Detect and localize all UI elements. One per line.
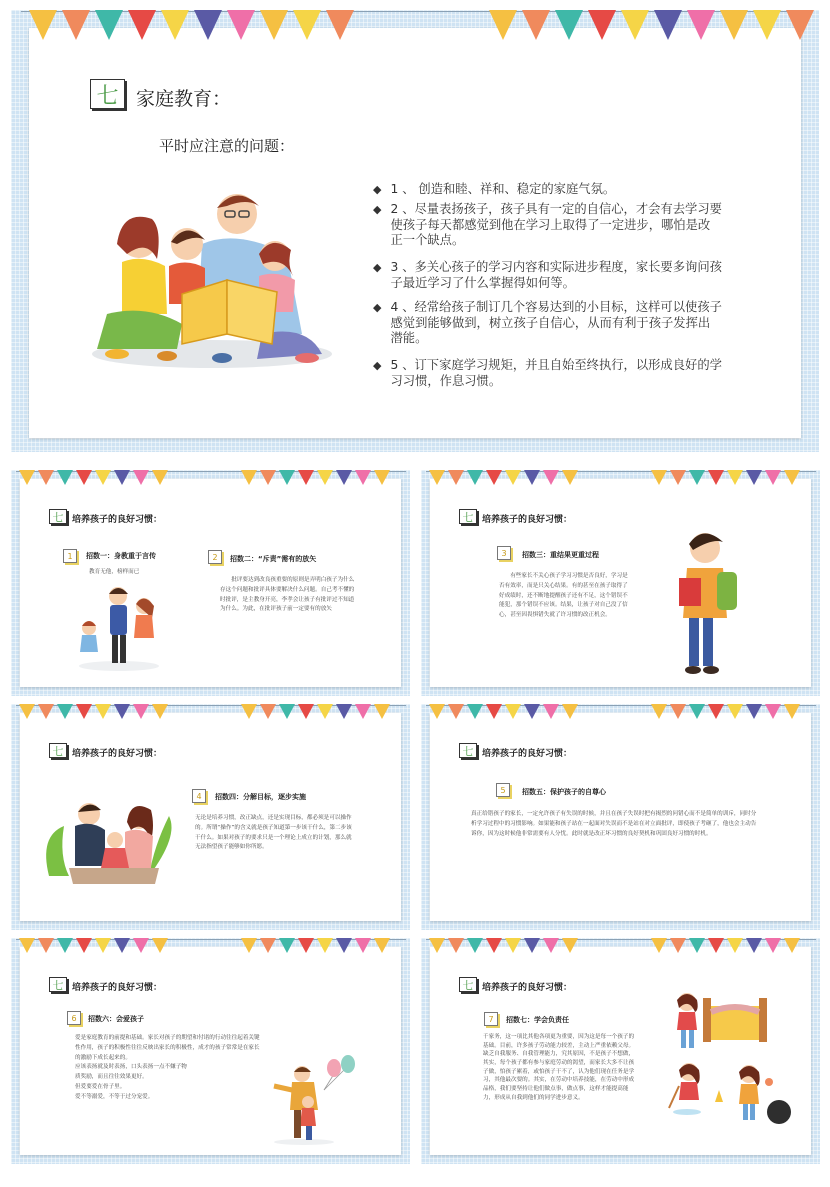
chapter-char: 七 — [462, 510, 474, 524]
bunting-right — [241, 938, 393, 953]
bunting-flag — [161, 10, 189, 40]
bunting-flag — [336, 470, 352, 485]
step-text: 有些家长不关心孩子学习习惯是否良好，学习是否有效率，而是只关心结果。有的甚至在孩子取得了好成绩时，还不断地提醒孩子还有不足，这个错误不能犯，那个错误不应该。结果，让孩子对自己没了信心，甚至因畏惧错失就了许习惯的改正机会。 — [499, 573, 628, 619]
bunting-flag — [489, 10, 517, 40]
parent-child-balloons-illustration — [264, 1056, 359, 1146]
bunting-flag — [727, 938, 743, 953]
diamond-bullet-icon: ◆ — [373, 261, 382, 274]
bunting-flag — [746, 938, 762, 953]
chapter-number-badge — [49, 743, 67, 758]
bunting-flag — [588, 10, 616, 40]
bunting-flag — [260, 938, 276, 953]
bunting-flag — [374, 470, 390, 485]
bunting-flag — [486, 470, 502, 485]
bunting-flag — [687, 10, 715, 40]
bunting-flag — [448, 704, 464, 719]
bunting-flag — [241, 938, 257, 953]
bunting-flag — [57, 704, 73, 719]
tip-text: 4 、经常给孩子制订几个容易达到的小目标，这样可以使孩子感觉到能够做到，树立孩子自信心，从而有利于孩子发挥出潜能。 — [390, 300, 722, 346]
chapter-number-badge — [90, 79, 125, 109]
bunting-flag — [374, 938, 390, 953]
slide-habit-7 — [421, 938, 820, 1164]
family-illustration — [74, 582, 164, 672]
bunting-flag — [317, 470, 333, 485]
bunting-flag — [651, 938, 667, 953]
bunting-flag — [670, 938, 686, 953]
bunting-flag — [689, 938, 705, 953]
bunting-flag — [133, 938, 149, 953]
diamond-bullet-icon: ◆ — [373, 203, 382, 216]
bunting-flag — [720, 10, 748, 40]
bunting-flag — [298, 704, 314, 719]
bunting-flag — [621, 10, 649, 40]
diamond-bullet-icon: ◆ — [373, 359, 382, 372]
chapter-char: 七 — [96, 83, 119, 109]
bunting-flag — [448, 938, 464, 953]
bunting-left — [429, 470, 581, 485]
step-number: 5 — [500, 785, 506, 795]
bunting-flag — [38, 938, 54, 953]
text-line: 应该表扬就及时表扬，口头表扬一点不嫌子物 — [75, 1064, 187, 1071]
tip-text: 1 、 创造和睦、祥和、稳定的家庭气氛。 — [390, 182, 616, 196]
bunting-flag — [467, 938, 483, 953]
bunting-flag — [689, 704, 705, 719]
bunting-flag — [279, 938, 295, 953]
student-illustration — [673, 528, 743, 678]
bunting-flag — [57, 938, 73, 953]
chapter-number-badge — [49, 977, 67, 992]
bunting-flag — [317, 704, 333, 719]
bunting-flag — [753, 10, 781, 40]
bunting-flag — [62, 10, 90, 40]
tip-text: 3 、多关心孩子的学习内容和实际进步程度，家长要多询问孩子最近学习了什么掌握得如何等。 — [390, 260, 722, 290]
page-title: 家庭教育： — [136, 88, 232, 110]
bunting-flag — [133, 470, 149, 485]
bunting-right — [489, 10, 819, 40]
bunting-flag — [336, 938, 352, 953]
bunting-flag — [786, 10, 814, 40]
step-text: 无论是培养习惯，改正缺点，还是实现目标，都必须是可以操作的。所谓“操作”的含义就是孩子知道第一步该干什么，第二步该干什么。如果对孩子的要求只是一个理论上成立的计划，那么就无法指望孩子能够如你所愿。 — [195, 815, 352, 851]
bunting-flag — [524, 704, 540, 719]
text-line: 爱是家庭教育的前提和基础。家长对孩子的期望和付诸的行动往往起着关键 — [75, 1035, 260, 1041]
bunting-flag — [152, 470, 168, 485]
bunting-flag — [784, 470, 800, 485]
slide-habit-3 — [421, 470, 820, 696]
bunting-flag — [152, 704, 168, 719]
bunting-flag — [38, 470, 54, 485]
tip-item — [373, 260, 725, 291]
chapter-number-badge — [459, 509, 477, 524]
step-label: 招数六：会爱孩子 — [88, 1015, 144, 1023]
kids-chores-illustration — [649, 990, 799, 1135]
bunting-flag — [670, 470, 686, 485]
bunting-flag — [260, 704, 276, 719]
tip-item — [373, 202, 725, 249]
bunting-flag — [524, 470, 540, 485]
bunting-flag — [562, 470, 578, 485]
step-text: 真正给错孩子的家长，一定允许孩子有失误的时候，并且在孩子失误时把有揭烈的问错心而不是简单的训斥，同时分析学习过程中的习惯影响。如果能和孩子站在一起面对失误而不是站在对立面批评，即使孩子考砸了，他也会主动告诉你，因为这时候他非常需要有人分忧。此时就是改正坏习惯的良好契机和巩固良好习惯的时机。 — [471, 811, 757, 837]
bunting-flag — [708, 938, 724, 953]
bunting-flag — [448, 470, 464, 485]
step-text: 批评要达到改良孩重要的原则是弄明白孩子为什么存这个问题和批评具体要解决什么问题。自己考不懂的时批评，是主教身开亮，李孝会让孩子有批评过不知道为什么。为此，在批评孩子前一定要有的放矢 — [220, 577, 355, 613]
bunting-flag — [194, 10, 222, 40]
tip-item — [373, 300, 725, 347]
step-label: 招数七：学会负责任 — [506, 1016, 569, 1024]
bunting-flag — [467, 704, 483, 719]
bunting-right — [651, 470, 803, 485]
bunting-flag — [765, 938, 781, 953]
bunting-flag — [689, 470, 705, 485]
bunting-flag — [670, 704, 686, 719]
bunting-flag — [95, 938, 111, 953]
slide-habit-6 — [11, 938, 410, 1164]
bunting-flag — [429, 938, 445, 953]
bunting-flag — [29, 10, 57, 40]
bunting-flag — [95, 470, 111, 485]
bunting-flag — [651, 704, 667, 719]
tip-text: 5 、订下家庭学习规矩，并且自始至终执行，以形成良好的学习习惯，作息习惯。 — [390, 358, 722, 388]
tip-text: 2 、尽量表扬孩子，孩子具有一定的自信心，才会有去学习要使孩子每天都感觉到他在学习上取得了一定进步，哪怕是改正一个缺点。 — [390, 202, 722, 248]
bunting-flag — [95, 10, 123, 40]
bunting-flag — [227, 10, 255, 40]
text-line: 性作用，孩子的积极性往往反映出家长的积极性，成才的孩子常常是在家长 — [75, 1044, 260, 1051]
bunting-left — [429, 704, 581, 719]
bunting-flag — [429, 470, 445, 485]
slide-habit-4 — [11, 704, 410, 930]
section-title: 培养孩子的良好习惯： — [72, 515, 163, 525]
text-line: 的激励下成长起来的。 — [75, 1054, 131, 1061]
bunting-flag — [114, 938, 130, 953]
step-label: 招数二：“斥责”需有的放矢 — [230, 555, 317, 563]
bunting-right — [241, 470, 393, 485]
chapter-char: 七 — [52, 978, 64, 992]
step-number: 7 — [488, 1014, 494, 1024]
chapter-char: 七 — [462, 744, 474, 758]
bunting-flag — [543, 938, 559, 953]
chapter-number-badge — [49, 509, 67, 524]
bunting-flag — [38, 704, 54, 719]
section-title: 培养孩子的良好习惯： — [482, 515, 573, 525]
bunting-flag — [114, 470, 130, 485]
bunting-left — [29, 10, 359, 40]
step-number: 1 — [67, 551, 73, 561]
bunting-flag — [241, 470, 257, 485]
bunting-flag — [708, 704, 724, 719]
bunting-flag — [727, 470, 743, 485]
bunting-flag — [326, 10, 354, 40]
bunting-flag — [486, 938, 502, 953]
bunting-flag — [260, 10, 288, 40]
bunting-right — [651, 704, 803, 719]
bunting-flag — [486, 704, 502, 719]
bunting-flag — [128, 10, 156, 40]
diamond-bullet-icon: ◆ — [373, 301, 382, 314]
tip-item — [373, 358, 725, 389]
bunting-flag — [76, 704, 92, 719]
step-number-badge — [67, 1011, 81, 1025]
bunting-flag — [133, 704, 149, 719]
step-number-badge — [497, 546, 511, 560]
bunting-flag — [505, 470, 521, 485]
chapter-number-badge — [459, 743, 477, 758]
bunting-flag — [95, 704, 111, 719]
bunting-left — [19, 704, 171, 719]
bunting-left — [19, 470, 171, 485]
bunting-flag — [505, 938, 521, 953]
bunting-flag — [784, 938, 800, 953]
bunting-flag — [76, 470, 92, 485]
bunting-flag — [727, 704, 743, 719]
bunting-flag — [746, 704, 762, 719]
chapter-char: 七 — [462, 978, 474, 992]
step-label: 招数一：身教重于言传 — [86, 552, 156, 560]
text-line: 爱不等溺爱，不等于过分宠爱。 — [75, 1093, 154, 1100]
bunting-flag — [19, 470, 35, 485]
step-label: 招数五：保护孩子的自尊心 — [522, 788, 606, 796]
family-reading-illustration — [87, 184, 337, 374]
bunting-flag — [76, 938, 92, 953]
section-title: 培养孩子的良好习惯： — [482, 749, 573, 759]
tip-item — [373, 182, 725, 198]
bunting-flag — [260, 470, 276, 485]
bunting-left — [19, 938, 171, 953]
step-text: 千家务，这一项比其他各项更为重要，因为这是每一个孩子的基础。目前，许多孩子劳动能力较差，主动上严重依赖父母。缺乏自我服务、自我管理能力，究其原因，不是孩子不想做，其实，每个孩子都有参与家庭劳动的渴望，而家长大多不让孩子做，怕孩子累着，或怕孩子干不了，认为他们现在任务是学习，其他最次要的。其实，在劳动中培养技能，在劳动中形成品格，我们要坚持让他们做点事，做点事，这样才能提高能力，形成从自我到他们的同学进步意义。 — [483, 1034, 635, 1101]
step-number: 3 — [501, 548, 507, 558]
step-number: 6 — [71, 1013, 77, 1023]
bunting-flag — [654, 10, 682, 40]
diamond-bullet-icon: ◆ — [373, 183, 382, 196]
bunting-left — [429, 938, 581, 953]
bunting-flag — [543, 470, 559, 485]
bunting-flag — [293, 10, 321, 40]
bunting-flag — [19, 704, 35, 719]
section-title: 培养孩子的良好习惯： — [72, 983, 163, 993]
step-number-badge — [484, 1012, 498, 1026]
step-label: 招数四：分解目标，逐步实施 — [215, 793, 306, 801]
step-number: 4 — [196, 791, 202, 801]
bunting-flag — [298, 938, 314, 953]
bunting-right — [651, 938, 803, 953]
bunting-flag — [505, 704, 521, 719]
text-line: 质奖励，而且往往效果更好。 — [75, 1074, 148, 1081]
bunting-flag — [765, 470, 781, 485]
bunting-flag — [562, 704, 578, 719]
section-title: 培养孩子的良好习惯： — [482, 983, 573, 993]
step-text: 教育无他，榜样而已 — [89, 569, 140, 575]
step-number-badge — [192, 789, 206, 803]
chapter-char: 七 — [52, 744, 64, 758]
bunting-flag — [355, 470, 371, 485]
slide-habit-5 — [421, 704, 820, 930]
step-number: 2 — [212, 552, 218, 562]
bunting-flag — [152, 938, 168, 953]
bunting-flag — [279, 704, 295, 719]
bunting-flag — [562, 938, 578, 953]
bunting-flag — [298, 470, 314, 485]
bunting-flag — [784, 704, 800, 719]
chapter-number-badge — [459, 977, 477, 992]
bunting-flag — [114, 704, 130, 719]
family-plants-illustration — [39, 796, 179, 891]
bunting-flag — [708, 470, 724, 485]
step-label: 招数三：重结果更重过程 — [522, 551, 599, 559]
chapter-char: 七 — [52, 510, 64, 524]
bunting-flag — [336, 704, 352, 719]
bunting-flag — [543, 704, 559, 719]
section-title: 培养孩子的良好习惯： — [72, 749, 163, 759]
step-number-badge — [63, 549, 77, 563]
bunting-flag — [374, 704, 390, 719]
bunting-flag — [522, 10, 550, 40]
bunting-flag — [429, 704, 445, 719]
bunting-flag — [746, 470, 762, 485]
slide-habit-1-2 — [11, 470, 410, 696]
bunting-flag — [467, 470, 483, 485]
bunting-flag — [765, 704, 781, 719]
step-number-badge — [208, 550, 222, 564]
bunting-flag — [57, 470, 73, 485]
bunting-flag — [241, 704, 257, 719]
step-number-badge — [496, 783, 510, 797]
bunting-flag — [355, 938, 371, 953]
bunting-flag — [355, 704, 371, 719]
page-subtitle: 平时应注意的问题： — [159, 137, 295, 155]
bunting-flag — [651, 470, 667, 485]
bunting-flag — [279, 470, 295, 485]
bunting-right — [241, 704, 393, 719]
bunting-flag — [19, 938, 35, 953]
slide-family-education — [11, 10, 819, 452]
bunting-flag — [317, 938, 333, 953]
bunting-flag — [524, 938, 540, 953]
text-line: 但爱要爱在骨子里。 — [75, 1083, 126, 1090]
bunting-flag — [555, 10, 583, 40]
